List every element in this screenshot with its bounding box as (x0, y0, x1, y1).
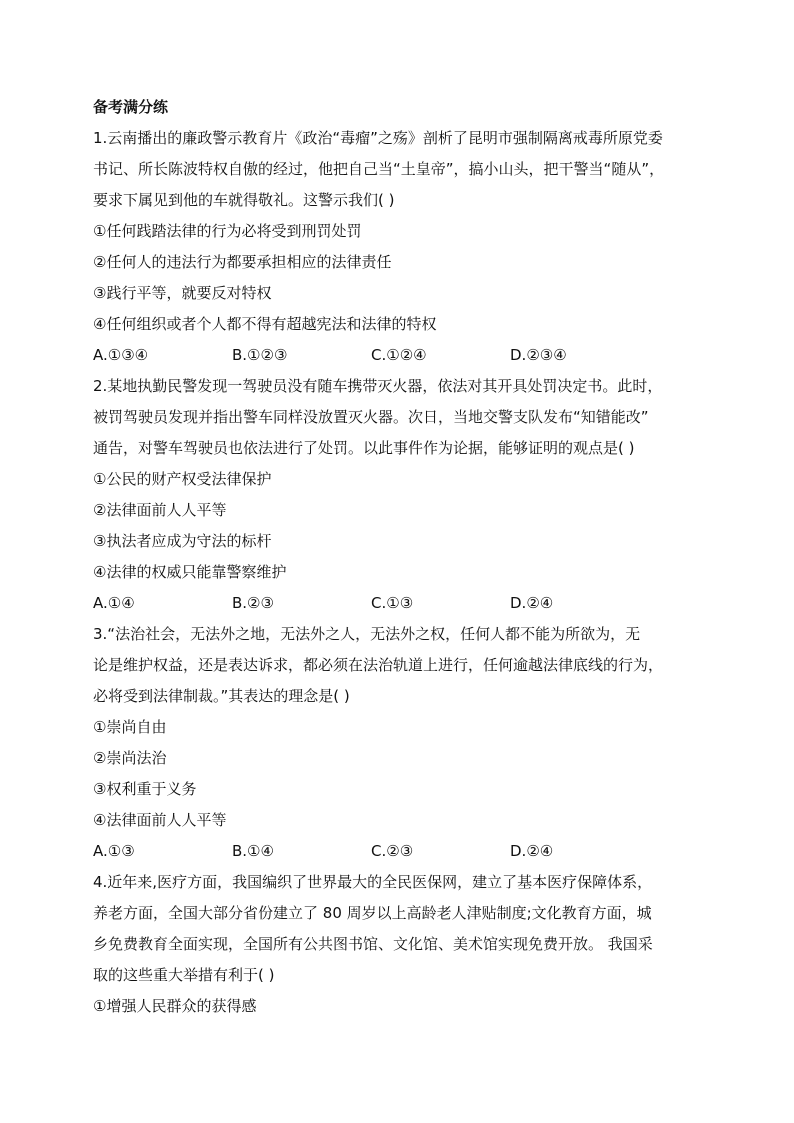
statement-item: ③执法者应成为守法的标杆 (93, 532, 272, 550)
statement-item: ④法律的权威只能靠警察维护 (93, 563, 287, 581)
question-stem-line: 书记、所长陈波特权自傲的经过，他把自己当“土皇帝”，搞小山头，把干警当“随从”， (93, 160, 665, 178)
option-c: C.①③ (371, 594, 414, 612)
question-stem-line: 通告，对警车驾驶员也依法进行了处罚。以此事件作为论据，能够证明的观点是( ) (93, 439, 635, 457)
answer-options (93, 340, 713, 371)
document-body (93, 92, 713, 1022)
statement-item: ④任何组织或者个人都不得有超越宪法和法律的特权 (93, 315, 437, 333)
statement-item: ③权利重于义务 (93, 780, 197, 798)
question-stem-line: 养老方面，全国大部分省份建立了 80 周岁以上高龄老人津贴制度;文化教育方面，城 (93, 904, 652, 922)
question-stem-line: 3.“法治社会，无法外之地，无法外之人，无法外之权，任何人都不能为所欲为，无 (93, 625, 641, 643)
option-a: A.①③④ (93, 346, 149, 364)
question-stem-line: 论是维护权益，还是表达诉求，都必须在法治轨道上进行，任何逾越法律底线的行为， (93, 656, 664, 674)
question-stem-line: 被罚驾驶员发现并指出警车同样没放置灭火器。次日，当地交警支队发布“知错能改” (93, 408, 649, 426)
option-b: B.①④ (232, 842, 274, 860)
statement-item: ①增强人民群众的获得感 (93, 997, 257, 1015)
answer-options (93, 588, 713, 619)
statement-item: ②任何人的违法行为都要承担相应的法律责任 (93, 253, 392, 271)
option-a: A.①④ (93, 594, 135, 612)
question-stem-line: 4.近年来,医疗方面，我国编织了世界最大的全民医保网，建立了基本医疗保障体系， (93, 873, 653, 891)
statement-item: ①崇尚自由 (93, 718, 167, 736)
option-d: D.②④ (510, 842, 554, 860)
question-stem-line: 2.某地执勤民警发现一驾驶员没有随车携带灭火器，依法对其开具处罚决定书。此时， (93, 377, 663, 395)
statement-item: ①公民的财产权受法律保护 (93, 470, 272, 488)
statement-item: ①任何践踏法律的行为必将受到刑罚处罚 (93, 222, 362, 240)
statement-item: ②崇尚法治 (93, 749, 167, 767)
question-4 (93, 867, 713, 1022)
option-a: A.①③ (93, 842, 135, 860)
question-stem-line: 乡免费教育全面实现，全国所有公共图书馆、文化馆、美术馆实现免费开放。 我国采 (93, 935, 653, 953)
option-c: C.①②④ (371, 346, 427, 364)
option-b: B.①②③ (232, 346, 288, 364)
option-d: D.②④ (510, 594, 554, 612)
question-stem-line: 1.云南播出的廉政警示教育片《政治“毒瘤”之殇》剖析了昆明市强制隔离戒毒所原党委 (93, 129, 663, 147)
statement-item: ④法律面前人人平等 (93, 811, 227, 829)
question-stem-line: 必将受到法律制裁。”其表达的理念是( ) (93, 687, 350, 705)
question-1 (93, 123, 713, 371)
question-2 (93, 371, 713, 619)
question-stem-line: 取的这些重大举措有利于( ) (93, 966, 275, 984)
question-stem-line: 要求下属见到他的车就得敬礼。这警示我们( ) (93, 191, 395, 209)
answer-options (93, 836, 713, 867)
option-c: C.②③ (371, 842, 414, 860)
option-b: B.②③ (232, 594, 274, 612)
statement-item: ③践行平等，就要反对特权 (93, 284, 272, 302)
section-title: 备考满分练 (93, 98, 169, 116)
question-3 (93, 619, 713, 867)
statement-item: ②法律面前人人平等 (93, 501, 227, 519)
option-d: D.②③④ (510, 346, 567, 364)
